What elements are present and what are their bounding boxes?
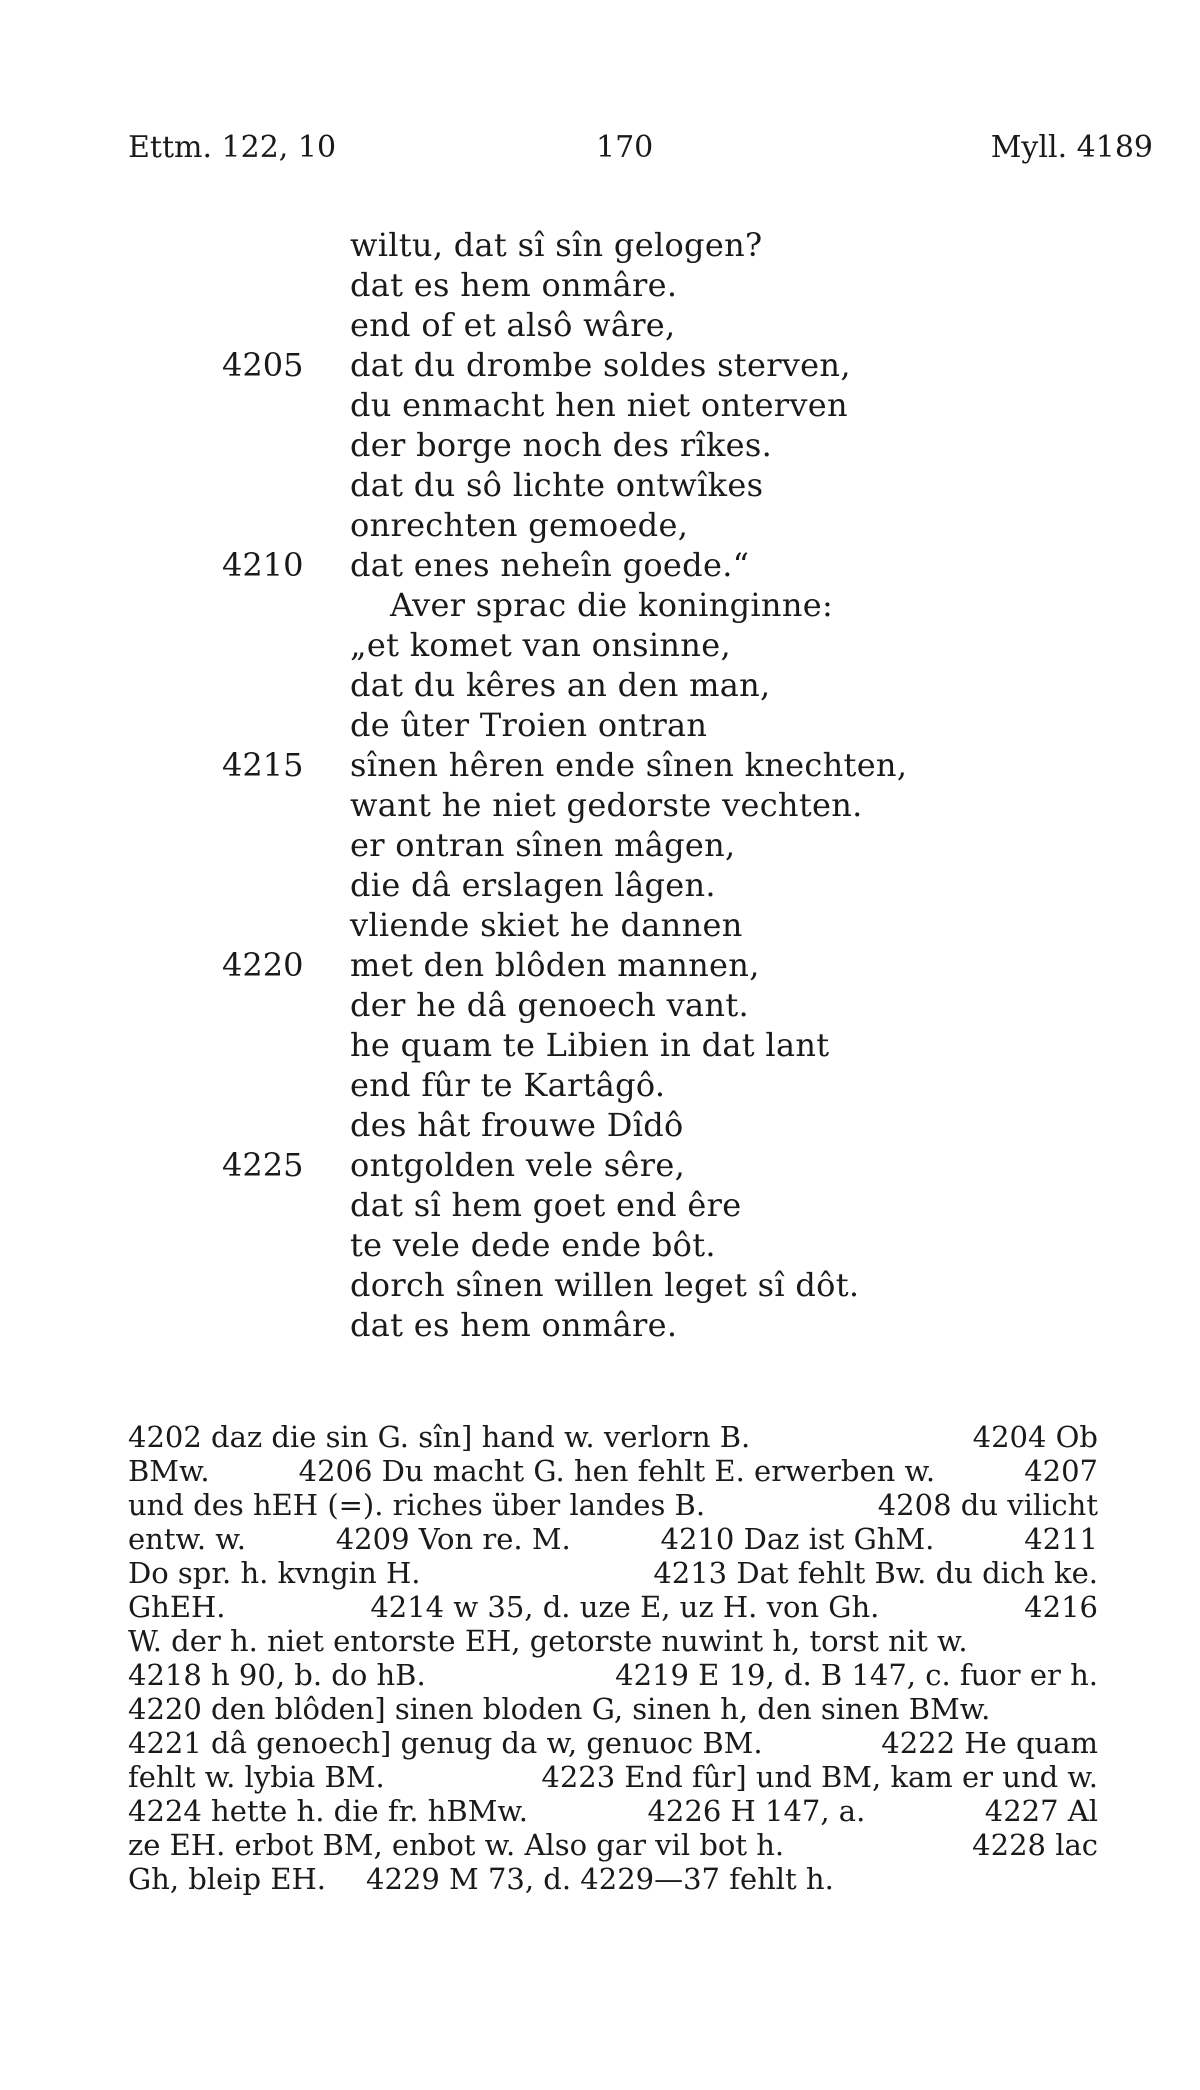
verse-line: [0, 665, 1200, 705]
verse-line: [0, 505, 1200, 545]
verse-line-text: die dâ erslagen lâgen.: [350, 866, 716, 904]
verse-line: [0, 905, 1200, 945]
verse-line: [0, 1145, 1200, 1185]
note-segment: 4209 Von re. M.: [335, 1522, 571, 1556]
note-segment: 4211: [1024, 1522, 1098, 1556]
verse-line-text: dorch sînen willen leget sî dôt.: [350, 1266, 860, 1304]
verse-line-text: te vele dede ende bôt.: [350, 1226, 716, 1264]
note-segment: 4221 dâ genoech] genug da w, genuoc BM.: [128, 1726, 763, 1760]
verse-line: [0, 545, 1200, 585]
note-segment: 4210 Daz ist GhM.: [660, 1522, 935, 1556]
verse-line: [0, 985, 1200, 1025]
verse-line: [0, 1265, 1200, 1305]
note-segment: 4222 He quam: [881, 1726, 1098, 1760]
line-number: 4210: [222, 546, 304, 584]
verse-line: [0, 705, 1200, 745]
note-segment: 4228 lac: [972, 1828, 1098, 1862]
verse-line: [0, 465, 1200, 505]
note-segment: 4219 E 19, d. B 147, c. fuor er h.: [615, 1658, 1098, 1692]
verse-line: [0, 1305, 1200, 1345]
verse-line-text: met den blôden mannen,: [350, 946, 760, 984]
note-line: [128, 1726, 1098, 1760]
note-line: [128, 1692, 1098, 1726]
note-segment: 4223 End fûr] und BM, kam er und w.: [541, 1760, 1098, 1794]
verse-line-text: „et komet van onsinne,: [350, 626, 731, 664]
note-segment: 4216: [1024, 1590, 1098, 1624]
note-segment: W. der h. niet entorste EH, getorste nuwint h, torst nit w.: [128, 1624, 968, 1658]
verse-line-text: de ûter Troien ontran: [350, 706, 708, 744]
note-segment: 4226 H 147, a.: [647, 1794, 866, 1828]
verse-line: [0, 945, 1200, 985]
verse-line-text: sînen hêren ende sînen knechten,: [350, 746, 908, 784]
verse-line-text: dat du kêres an den man,: [350, 666, 771, 704]
note-segment: 4224 hette h. die fr. hBMw.: [128, 1794, 529, 1828]
verse-line-text: ontgolden vele sêre,: [350, 1146, 686, 1184]
verse-line-text: du enmacht hen niet onterven: [350, 386, 848, 424]
note-segment: 4208 du vilicht: [877, 1488, 1098, 1522]
verse-line: [0, 425, 1200, 465]
verse-line-text: der he dâ genoech vant.: [350, 986, 749, 1024]
page-number: 170: [596, 130, 654, 165]
note-segment: 4204 Ob: [972, 1420, 1098, 1454]
note-segment: 4207: [1024, 1454, 1098, 1488]
note-line: [128, 1828, 1098, 1862]
verse-line: [0, 825, 1200, 865]
verse-line-text: dat es hem onmâre.: [350, 1306, 678, 1344]
note-line: [128, 1488, 1098, 1522]
line-number: 4205: [222, 346, 304, 384]
verse-line: [0, 1065, 1200, 1105]
verse-line: [0, 1105, 1200, 1145]
verse-line-text: dat du sô lichte ontwîkes: [350, 466, 764, 504]
note-line: [128, 1624, 1098, 1658]
note-line: [128, 1556, 1098, 1590]
note-line: [128, 1420, 1098, 1454]
verse-line-text: vliende skiet he dannen: [350, 906, 743, 944]
verse-line-text: dat es hem onmâre.: [350, 266, 678, 304]
note-segment: fehlt w. lybia BM.: [128, 1760, 385, 1794]
verse-line: [0, 1225, 1200, 1265]
verse-line-text: dat enes neheîn goede.“: [350, 546, 750, 584]
verse-line-text: onrechten gemoede,: [350, 506, 689, 544]
line-number: 4220: [222, 946, 304, 984]
verse-line-text: der borge noch des rîkes.: [350, 426, 773, 464]
note-segment: 4220 den blôden] sinen bloden G, sinen h, den sinen BMw.: [128, 1692, 991, 1726]
verse-line-text: dat sî hem goet end êre: [350, 1186, 742, 1224]
verse-line: [0, 745, 1200, 785]
verse-line: [0, 385, 1200, 425]
note-line: [128, 1658, 1098, 1692]
note-segment: Gh, bleip EH.: [128, 1862, 327, 1896]
note-line: [128, 1760, 1098, 1794]
note-segment: und des hEH (=). riches über landes B.: [128, 1488, 706, 1522]
verse-line-text: er ontran sînen mâgen,: [350, 826, 736, 864]
header-left-reference: Ettm. 122, 10: [128, 130, 337, 165]
note-segment: ze EH. erbot BM, enbot w. Also gar vil bot h.: [128, 1828, 785, 1862]
verse-line-text: dat du drombe soldes sterven,: [350, 346, 851, 384]
verse-line: [0, 265, 1200, 305]
note-segment: entw. w.: [128, 1522, 246, 1556]
line-number: 4225: [222, 1146, 304, 1184]
verse-line: [0, 585, 1200, 625]
verse-line: [0, 1185, 1200, 1225]
note-line: [128, 1862, 1098, 1896]
verse-line: [0, 865, 1200, 905]
note-line: [128, 1522, 1098, 1556]
verse-line-text: he quam te Libien in dat lant: [350, 1026, 830, 1064]
verse-line-text: want he niet gedorste vechten.: [350, 786, 863, 824]
verse-line-text: des hât frouwe Dîdô: [350, 1106, 684, 1144]
note-segment: 4229 M 73, d. 4229—37 fehlt h.: [366, 1862, 834, 1896]
verse-line-text: Aver sprac die koninginne:: [390, 586, 834, 624]
note-segment: 4214 w 35, d. uze E, uz H. von Gh.: [370, 1590, 880, 1624]
note-segment: Do spr. h. kvngin H.: [128, 1556, 421, 1590]
apparatus-notes: [128, 1420, 1098, 1896]
note-segment: 4227 Al: [984, 1794, 1098, 1828]
verse-line: [0, 1025, 1200, 1065]
verse-line: [0, 225, 1200, 265]
verse-line: [0, 625, 1200, 665]
note-line: [128, 1794, 1098, 1828]
note-line: [128, 1590, 1098, 1624]
verse-line: [0, 785, 1200, 825]
verse-line: [0, 305, 1200, 345]
verse-line-text: end of et alsô wâre,: [350, 306, 676, 344]
note-segment: BMw.: [128, 1454, 210, 1488]
note-segment: 4213 Dat fehlt Bw. du dich ke.: [653, 1556, 1098, 1590]
verse-line-text: wiltu, dat sî sîn gelogen?: [350, 226, 763, 264]
page-header: [0, 130, 1200, 170]
note-line: [128, 1454, 1098, 1488]
header-right-reference: Myll. 4189: [990, 130, 1153, 165]
note-segment: GhEH.: [128, 1590, 226, 1624]
line-number: 4215: [222, 746, 304, 784]
note-segment: 4202 daz die sin G. sîn] hand w. verlorn B.: [128, 1420, 751, 1454]
verse-line: [0, 345, 1200, 385]
note-segment: 4206 Du macht G. hen fehlt E. erwerben w.: [298, 1454, 936, 1488]
verse-text: [0, 225, 1200, 1345]
verse-line-text: end fûr te Kartâgô.: [350, 1066, 666, 1104]
note-segment: 4218 h 90, b. do hB.: [128, 1658, 426, 1692]
